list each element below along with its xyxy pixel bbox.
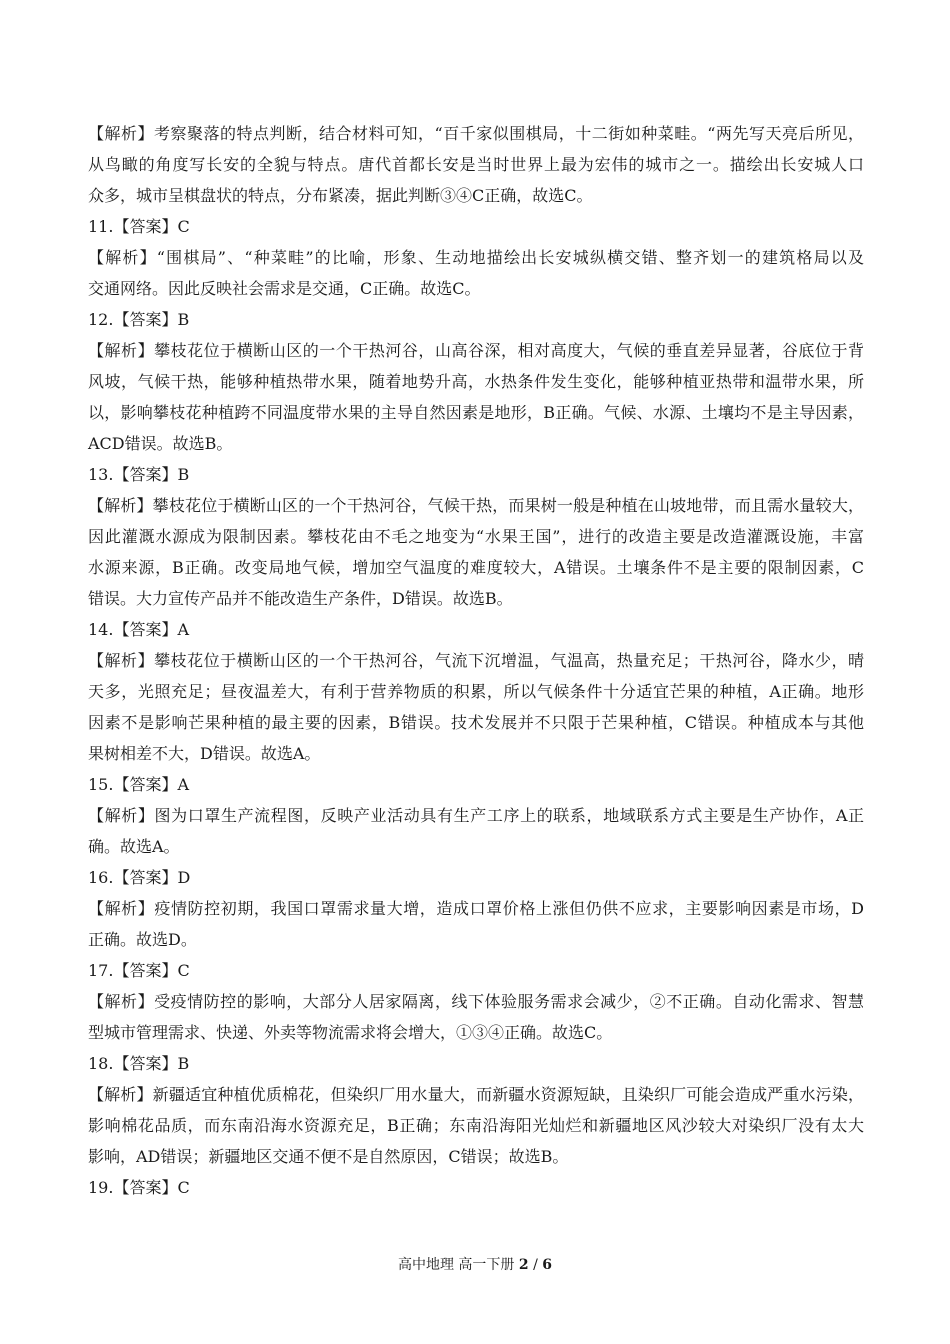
text-line: ACD错误。故选B。 bbox=[88, 434, 233, 453]
answer-heading-19: 19.【答案】C bbox=[88, 1178, 190, 1197]
answer-heading-15: 15.【答案】A bbox=[88, 775, 190, 794]
answer-heading-17: 17.【答案】C bbox=[88, 961, 190, 980]
text-line: 因素不是影响芒果种植的最主要的因素，B错误。技术发展并不只限于芒果种植，C错误。种植成本与其他 bbox=[88, 713, 864, 732]
text-line: 【解析】攀枝花位于横断山区的一个干热河谷，气候干热，而果树一般是种植在山坡地带，而且需水量较大， bbox=[88, 496, 864, 515]
text-line: 影响棉花品质，而东南沿海水资源充足，B正确；东南沿海阳光灿烂和新疆地区风沙较大对染织厂没有太大 bbox=[88, 1116, 864, 1135]
answer-heading-16: 16.【答案】D bbox=[88, 868, 191, 887]
text-line: 从鸟瞰的角度写长安的全貌与特点。唐代首都长安是当时世界上最为宏伟的城市之一。描绘出长安城人口 bbox=[88, 155, 864, 174]
text-line: 水源来源，B正确。改变局地气候，增加空气温度的难度较大，A错误。土壤条件不是主要的限制因素，C bbox=[88, 558, 864, 577]
text-line: 果树相差不大，D错误。故选A。 bbox=[88, 744, 321, 763]
page-number-current: 2 bbox=[518, 1257, 529, 1273]
text-line: 【解析】疫情防控初期，我国口罩需求量大增，造成口罩价格上涨但仍供不应求，主要影响因素是市场，D bbox=[88, 899, 864, 918]
text-line: 因此灌溉水源成为限制因素。攀枝花由不毛之地变为“水果王国”，进行的改造主要是改造灌溉设施，丰富 bbox=[88, 527, 864, 546]
text-line: 【解析】“围棋局”、“种菜畦”的比喻，形象、生动地描绘出长安城纵横交错、整齐划一的建筑格局以及 bbox=[88, 248, 864, 267]
text-line: 【解析】受疫情防控的影响，大部分人居家隔离，线下体验服务需求会减少，②不正确。自动化需求、智慧 bbox=[88, 992, 864, 1011]
text-line: 以，影响攀枝花种植跨不同温度带水果的主导自然因素是地形，B正确。气候、水源、土壤均不是主导因素， bbox=[88, 403, 864, 422]
answer-explanations bbox=[88, 118, 864, 1203]
text-line: 交通网络。因此反映社会需求是交通，C正确。故选C。 bbox=[88, 279, 481, 298]
page-footer bbox=[0, 1256, 950, 1274]
text-line: 确。故选A。 bbox=[88, 837, 180, 856]
text-line: 【解析】攀枝花位于横断山区的一个干热河谷，山高谷深，相对高度大，气候的垂直差异显著，谷底位于背 bbox=[88, 341, 864, 360]
footer-label: 高中地理 高一下册 bbox=[397, 1257, 515, 1273]
page-number-total: 6 bbox=[542, 1257, 553, 1273]
answer-heading-13: 13.【答案】B bbox=[88, 465, 190, 484]
page-separator: / bbox=[528, 1257, 543, 1273]
text-line: 众多，城市呈棋盘状的特点，分布紧凑，据此判断③④C正确，故选C。 bbox=[88, 186, 593, 205]
answer-heading-14: 14.【答案】A bbox=[88, 620, 190, 639]
answer-heading-12: 12.【答案】B bbox=[88, 310, 190, 329]
text-line: 影响，AD错误；新疆地区交通不便不是自然原因，C错误；故选B。 bbox=[88, 1147, 569, 1166]
text-line: 【解析】考察聚落的特点判断，结合材料可知，“百千家似围棋局，十二街如种菜畦。“两先写天亮后所见， bbox=[88, 124, 864, 143]
text-line: 【解析】攀枝花位于横断山区的一个干热河谷，气流下沉增温，气温高，热量充足；干热河谷，降水少，晴 bbox=[88, 651, 864, 670]
text-line: 错误。大力宣传产品并不能改造生产条件，D错误。故选B。 bbox=[88, 589, 513, 608]
answer-heading-11: 11.【答案】C bbox=[88, 217, 190, 236]
text-line: 天多，光照充足；昼夜温差大，有利于营养物质的积累，所以气候条件十分适宜芒果的种植，A正确。地形 bbox=[88, 682, 864, 701]
text-line: 【解析】新疆适宜种植优质棉花，但染织厂用水量大，而新疆水资源短缺，且染织厂可能会造成严重水污染， bbox=[88, 1085, 864, 1104]
text-line: 风坡，气候干热，能够种植热带水果，随着地势升高，水热条件发生变化，能够种植亚热带和温带水果，所 bbox=[88, 372, 864, 391]
text-line: 正确。故选D。 bbox=[88, 930, 197, 949]
text-line: 型城市管理需求、快递、外卖等物流需求将会增大，①③④正确。故选C。 bbox=[88, 1023, 613, 1042]
text-line: 【解析】图为口罩生产流程图，反映产业活动具有生产工序上的联系，地域联系方式主要是生产协作，A正 bbox=[88, 806, 864, 825]
answer-heading-18: 18.【答案】B bbox=[88, 1054, 190, 1073]
